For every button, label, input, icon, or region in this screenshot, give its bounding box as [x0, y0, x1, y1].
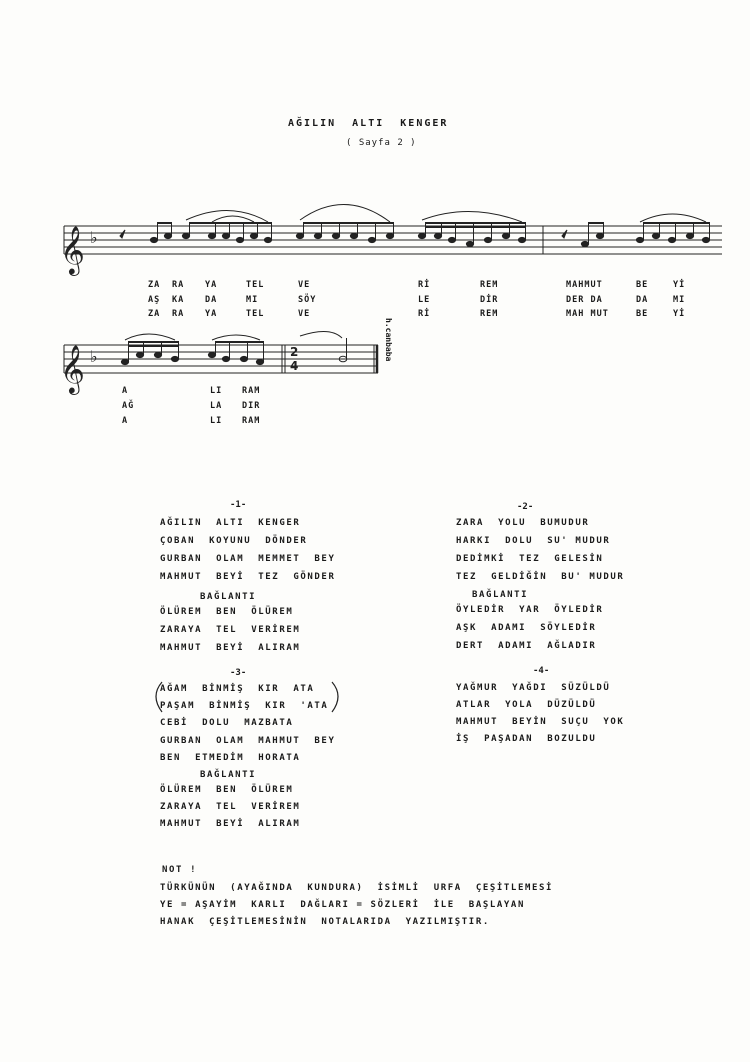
lyric-syllable: KA	[172, 295, 185, 305]
refrain-line: ZARAYA TEL VERİREM	[160, 625, 301, 635]
lyric-syllable: BE	[636, 280, 649, 290]
lyric-syllable: LE	[418, 295, 431, 305]
refrain-line: AŞK ADAMI SÖYLEDİR	[456, 623, 597, 633]
note-line: TÜRKÜNÜN (AYAĞINDA KUNDURA) İSİMLİ URFA ÇEŞİTLEMESİ	[160, 883, 554, 893]
verse-heading: -4-	[533, 666, 550, 676]
note-label: NOT !	[162, 865, 198, 875]
verse-line: CEBİ DOLU MAZBATA	[160, 718, 294, 728]
verse-line: ÇOBAN KOYUNU DÖNDER	[160, 536, 308, 546]
lyric-syllable: DIR	[242, 401, 261, 411]
note-line: HANAK ÇEŞİTLEMESİNİN NOTALARIDA YAZILMIŞTIR.	[160, 917, 490, 927]
lyric-syllable: DA	[205, 295, 218, 305]
verse-heading: -1-	[230, 500, 247, 510]
lyric-syllable: LI	[210, 386, 223, 396]
lyric-syllable: REM	[480, 309, 499, 319]
refrain-line: ÖYLEDİR YAR ÖYLEDİR	[456, 605, 604, 615]
refrain-line: ÖLÜREM BEN ÖLÜREM	[160, 607, 294, 617]
lyric-syllable: YA	[205, 309, 218, 319]
verse-heading: -2-	[517, 502, 534, 512]
verse-line: HARKI DOLU SU' MUDUR	[456, 536, 611, 546]
lyric-syllable: LI	[210, 416, 223, 426]
lyric-syllable: TEL	[246, 309, 265, 319]
lyric-syllable: RAM	[242, 386, 261, 396]
lyric-syllable: AĞ	[122, 401, 135, 411]
lyric-syllable: TEL	[246, 280, 265, 290]
verse-line: MAHMUT BEYİN SUÇU YOK	[456, 717, 625, 727]
verse-heading: -3-	[230, 668, 247, 678]
lyric-syllable: MAHMUT	[566, 280, 603, 290]
refrain-line: ÖLÜREM BEN ÖLÜREM	[160, 785, 294, 795]
refrain-line: MAHMUT BEYİ ALIRAM	[160, 643, 301, 653]
lyric-syllable: BE	[636, 309, 649, 319]
lyric-syllable: ZA	[148, 280, 161, 290]
flat-icon: ♭	[90, 347, 98, 366]
verse-line: GURBAN OLAM MEMMET BEY	[160, 554, 336, 564]
verse-line: TEZ GELDİĞİN BU' MUDUR	[456, 572, 625, 582]
refrain-line: MAHMUT BEYİ ALIRAM	[160, 819, 301, 829]
verse-line: YAĞMUR YAĞDI SÜZÜLDÜ	[456, 683, 611, 693]
verse-line: ZARA YOLU BUMUDUR	[456, 518, 590, 528]
flat-icon: ♭	[90, 228, 98, 247]
staff-1-slurs	[186, 204, 706, 222]
refrain-label: BAĞLANTI	[472, 590, 529, 600]
lyric-syllable: RA	[172, 309, 185, 319]
lyric-syllable: REM	[480, 280, 499, 290]
lyric-syllable: MI	[246, 295, 259, 305]
lyric-syllable: SÖY	[298, 295, 317, 305]
time-signature-bottom: 4	[290, 359, 299, 373]
time-signature-top: 2	[290, 345, 299, 359]
verse-line: AĞILIN ALTI KENGER	[160, 518, 301, 528]
lyric-syllable: MI	[673, 295, 686, 305]
lyric-syllable: Yİ	[673, 280, 686, 290]
lyric-syllable: Yİ	[673, 309, 686, 319]
lyric-syllable: VE	[298, 280, 311, 290]
staff-2-slurs	[125, 331, 342, 340]
lyric-syllable: DİR	[480, 295, 499, 305]
refrain-line: DERT ADAMI AĞLADIR	[456, 641, 597, 651]
verse-line: GURBAN OLAM MAHMUT BEY	[160, 736, 336, 746]
lyric-syllable: AŞ	[148, 295, 161, 305]
lyric-syllable: A	[122, 386, 129, 396]
lyric-syllable: YA	[205, 280, 218, 290]
verse-line: MAHMUT BEYİ TEZ GÖNDER	[160, 572, 336, 582]
treble-clef-icon: 𝄞	[60, 225, 85, 274]
lyric-syllable: Rİ	[418, 309, 431, 319]
verse-line: DEDİMKİ TEZ GELESİN	[456, 554, 604, 564]
refrain-label: BAĞLANTI	[200, 770, 257, 780]
lyric-syllable: RA	[172, 280, 185, 290]
staff-1-notes	[120, 223, 710, 247]
verse-line: BEN ETMEDİM HORATA	[160, 753, 301, 763]
lyric-syllable: RAM	[242, 416, 261, 426]
lyric-syllable: LA	[210, 401, 223, 411]
lyric-syllable: DER DA	[566, 295, 603, 305]
arranger-signature: h.canbaba	[384, 318, 393, 362]
note-line: YE = AŞAYİM KARLI DAĞLARI = SÖZLERİ İLE BAŞLAYAN	[160, 900, 525, 910]
lyric-syllable: DA	[636, 295, 649, 305]
lyric-syllable: Rİ	[418, 280, 431, 290]
lyric-syllable: VE	[298, 309, 311, 319]
verse-line: AĞAM BİNMİŞ KIR ATA	[160, 684, 315, 694]
page-title: AĞILIN ALTI KENGER	[288, 118, 449, 129]
lyric-syllable: ZA	[148, 309, 161, 319]
page-subtitle: ( Sayfa 2 )	[346, 138, 417, 148]
verse-line: PAŞAM BİNMİŞ KIR 'ATA	[160, 701, 329, 711]
verse-line: İŞ PAŞADAN BOZULDU	[456, 734, 597, 744]
staff-2	[64, 345, 378, 373]
treble-clef-icon: 𝄞	[60, 344, 85, 393]
refrain-label: BAĞLANTI	[200, 592, 257, 602]
lyric-syllable: A	[122, 416, 129, 426]
verse-line: ATLAR YOLA DÜZÜLDÜ	[456, 700, 597, 710]
lyric-syllable: MAH MUT	[566, 309, 609, 319]
refrain-line: ZARAYA TEL VERİREM	[160, 802, 301, 812]
